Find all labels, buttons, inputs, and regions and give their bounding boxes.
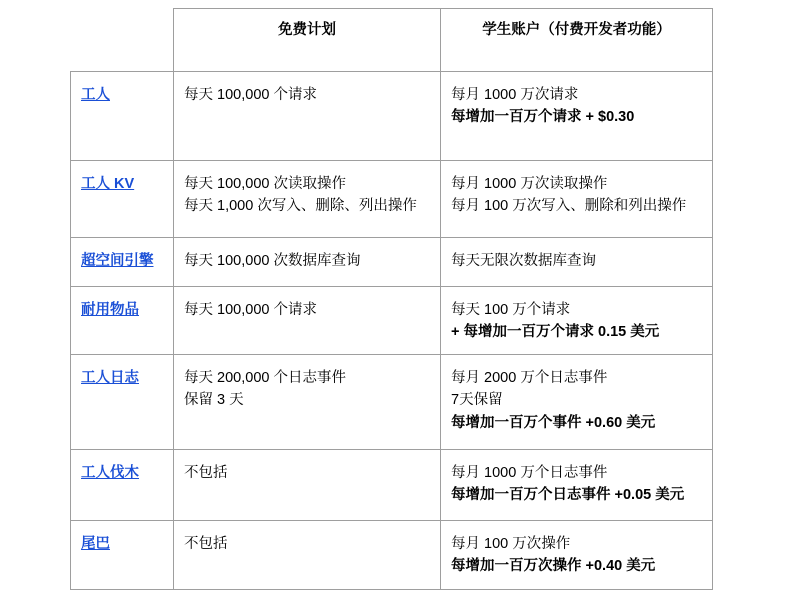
paid-plan-cell xyxy=(441,287,713,355)
cell-line: 每月 2000 万个日志事件 xyxy=(451,369,608,386)
free-plan-cell xyxy=(174,354,441,449)
table-row xyxy=(71,287,713,355)
feature-link[interactable]: 工人 xyxy=(81,87,110,103)
free-plan-cell xyxy=(174,72,441,161)
cell-line: 每天无限次数据库查询 xyxy=(451,253,596,269)
table-row xyxy=(71,449,713,520)
header-paid-plan: 学生账户（付费开发者功能） xyxy=(441,9,713,72)
free-plan-cell xyxy=(174,161,441,238)
cell-line: 每天 100 万个请求 xyxy=(451,302,571,318)
feature-link[interactable]: 耐用物品 xyxy=(81,302,139,318)
cell-line: 每月 1000 万次读取操作 xyxy=(451,176,608,192)
cell-line: 不包括 xyxy=(184,535,228,552)
cell-line: 每月 1000 万次请求 xyxy=(451,87,579,103)
cell-line: 每月 100 万次操作 xyxy=(451,535,571,552)
cell-line: 每天 200,000 个日志事件 xyxy=(184,369,346,386)
cell-line: 每增加一百万个请求 + $0.30 xyxy=(451,109,635,126)
cell-line: 不包括 xyxy=(184,464,228,481)
free-plan-cell xyxy=(174,449,441,520)
feature-link[interactable]: 工人日志 xyxy=(81,369,139,386)
free-plan-cell xyxy=(174,238,441,287)
table-body xyxy=(71,72,713,590)
cell-line: 保留 3 天 xyxy=(184,392,244,409)
feature-cell xyxy=(71,287,174,355)
header-free-plan: 免费计划 xyxy=(174,9,441,72)
paid-plan-cell xyxy=(441,161,713,238)
feature-cell xyxy=(71,72,174,161)
cell-line: 每天 1,000 次写入、删除、列出操作 xyxy=(184,198,417,215)
cell-line: 每天 100,000 次数据库查询 xyxy=(184,253,361,269)
cell-line: 7天保留 xyxy=(451,392,503,409)
feature-cell xyxy=(71,520,174,589)
free-plan-cell xyxy=(174,287,441,355)
paid-plan-cell xyxy=(441,520,713,589)
cell-line: + 每增加一百万个请求 0.15 美元 xyxy=(451,324,660,341)
feature-link[interactable]: 工人 KV xyxy=(81,176,135,192)
feature-cell xyxy=(71,449,174,520)
table-header xyxy=(71,9,713,72)
cell-line: 每增加一百万次操作 +0.40 美元 xyxy=(451,558,656,575)
table-row xyxy=(71,161,713,238)
cell-line: 每天 100,000 个请求 xyxy=(184,87,317,103)
cell-line: 每月 1000 万个日志事件 xyxy=(451,464,608,481)
table-row xyxy=(71,520,713,589)
feature-link[interactable]: 工人伐木 xyxy=(81,464,139,481)
cell-line: 每月 100 万次写入、删除和列出操作 xyxy=(451,198,687,215)
feature-cell xyxy=(71,161,174,238)
cell-line: 每天 100,000 次读取操作 xyxy=(184,176,346,192)
feature-cell xyxy=(71,238,174,287)
cell-line: 每天 100,000 个请求 xyxy=(184,302,317,318)
feature-link[interactable]: 超空间引擎 xyxy=(81,253,154,269)
paid-plan-cell xyxy=(441,449,713,520)
header-blank xyxy=(71,9,174,72)
table-header-row xyxy=(71,9,713,72)
pricing-comparison-table xyxy=(70,8,713,590)
feature-link[interactable]: 尾巴 xyxy=(81,535,110,552)
paid-plan-cell xyxy=(441,354,713,449)
paid-plan-cell xyxy=(441,238,713,287)
cell-line: 每增加一百万个日志事件 +0.05 美元 xyxy=(451,487,685,504)
table-row xyxy=(71,354,713,449)
table-row xyxy=(71,238,713,287)
feature-cell xyxy=(71,354,174,449)
cell-line: 每增加一百万个事件 +0.60 美元 xyxy=(451,414,656,431)
paid-plan-cell xyxy=(441,72,713,161)
table-row xyxy=(71,72,713,161)
free-plan-cell xyxy=(174,520,441,589)
